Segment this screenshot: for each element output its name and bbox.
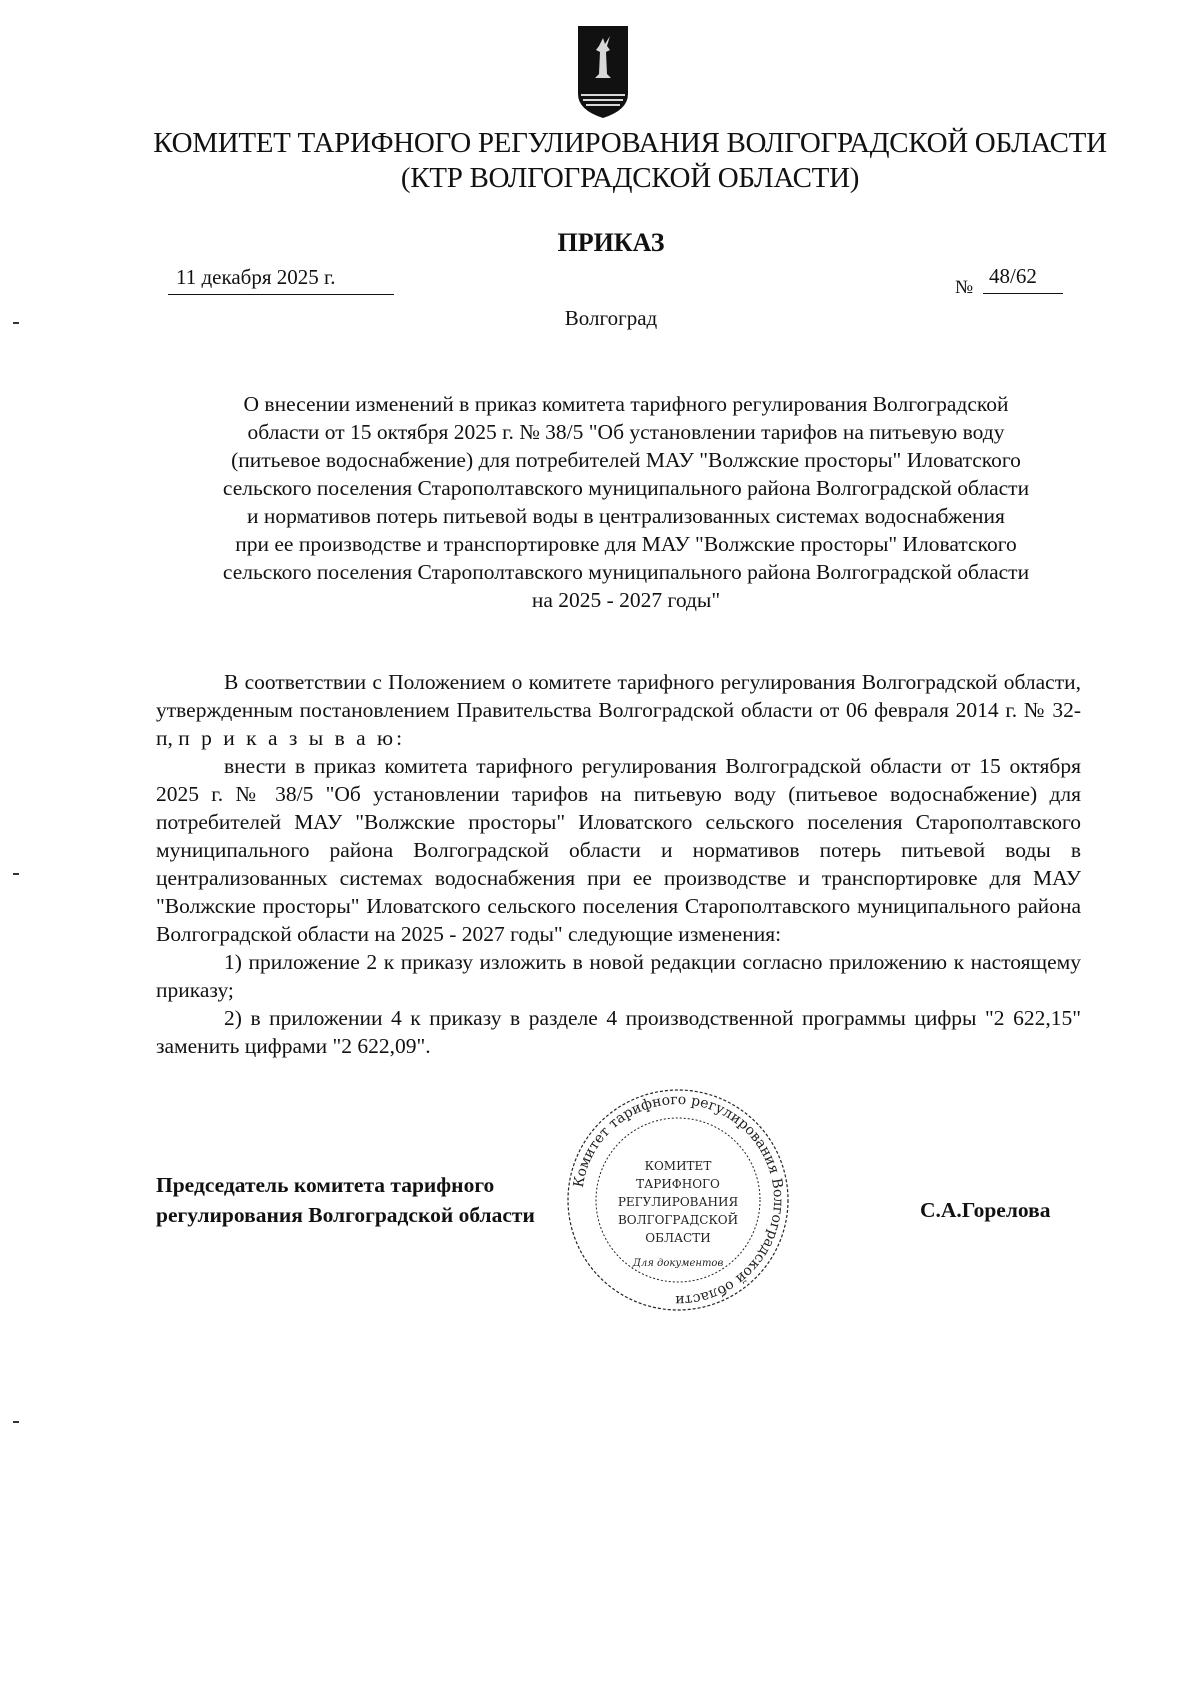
document-body bbox=[156, 668, 1081, 1060]
preamble-paragraph bbox=[156, 668, 1081, 752]
order-word: п р и к а з ы в а ю: bbox=[178, 726, 406, 750]
stamp-bottom-text: Для документов bbox=[632, 1258, 724, 1269]
number-sign: № bbox=[955, 277, 974, 298]
signatory-name: С.А.Горелова bbox=[920, 1198, 1051, 1222]
position-line: регулирования Волгоградской области bbox=[156, 1203, 535, 1227]
stamp-center-line: КОМИТЕТ bbox=[644, 1159, 712, 1173]
main-paragraph: внести в приказ комитета тарифного регулирования Волгоградской области от 15 октября 2025 г. № 38/5 "Об установлении тарифов на питьевую воду (питьевое водоснабжение) для потребителей МАУ "Волжские просторы" Иловатского сельского поселения Старополтавского муниципального района Волгоградской области и нормативов потерь питьевой воды в централизованных системах водоснабжения при ее производстве и транспортировке для МАУ "Волжские просторы" Иловатского сельского поселения Старополтавского муниципального района Волгоградской области на 2025 - 2027 годы" следующие изменения: bbox=[156, 754, 1081, 946]
coat-of-arms-emblem bbox=[574, 24, 632, 124]
organization-name: КОМИТЕТ ТАРИФНОГО РЕГУЛИРОВАНИЯ ВОЛГОГРАДСКОЙ ОБЛАСТИ bbox=[153, 127, 1107, 159]
stamp-center-line: ТАРИФНОГО bbox=[636, 1177, 720, 1191]
stamp-center-line: ОБЛАСТИ bbox=[645, 1231, 711, 1245]
document-date: 11 декабря 2025 г. bbox=[168, 265, 394, 295]
title-line: и нормативов потерь питьевой воды в централизованных системах водоснабжения bbox=[247, 504, 1005, 528]
document-number: 48/62 bbox=[983, 264, 1063, 294]
change-item-1: 1) приложение 2 к приказу изложить в новой редакции согласно приложению к настоящему приказу; bbox=[156, 950, 1081, 1002]
organization-short-name: (КТР ВОЛГОГРАДСКОЙ ОБЛАСТИ) bbox=[400, 162, 860, 194]
official-stamp bbox=[558, 1080, 798, 1320]
change-item-2: 2) в приложении 4 к приказу в разделе 4 производственной программы цифры "2 622,15" заменить цифрами "2 622,09". bbox=[156, 1006, 1081, 1058]
preamble-text: В соответствии с Положением о комитете тарифного регулирования Волгоградской области, утвержденным постановлением Правительства Волгоградской области от 06 февраля 2014 г. № 32-п, bbox=[156, 670, 1081, 750]
title-line: при ее производстве и транспортировке для МАУ "Волжские просторы" Иловатского bbox=[235, 532, 1017, 556]
scan-mark bbox=[13, 1421, 19, 1423]
document-title bbox=[176, 390, 1076, 614]
stamp-center-line: РЕГУЛИРОВАНИЯ bbox=[617, 1195, 739, 1209]
title-line: сельского поселения Старополтавского муниципального района Волгоградской области bbox=[222, 476, 1030, 500]
signatory-position bbox=[156, 1170, 535, 1230]
title-line: сельского поселения Старополтавского муниципального района Волгоградской области bbox=[222, 560, 1030, 584]
title-line: О внесении изменений в приказ комитета тарифного регулирования Волгоградской bbox=[243, 392, 1009, 416]
scan-mark bbox=[13, 322, 19, 324]
stamp-center-line: ВОЛГОГРАДСКОЙ bbox=[617, 1213, 739, 1227]
title-line: (питьевое водоснабжение) для потребителей МАУ "Волжские просторы" Иловатского bbox=[231, 448, 1021, 472]
title-line: на 2025 - 2027 годы" bbox=[531, 588, 721, 612]
city: Волгоград bbox=[564, 306, 658, 330]
document-type: ПРИКАЗ bbox=[557, 228, 665, 257]
position-line: Председатель комитета тарифного bbox=[156, 1173, 495, 1197]
scan-mark bbox=[13, 873, 19, 875]
stamp-ring-text: Комитет тарифного регулирования Волгоградской области bbox=[570, 1091, 787, 1309]
title-line: области от 15 октября 2025 г. № 38/5 "Об установлении тарифов на питьевую воду bbox=[247, 420, 1005, 444]
